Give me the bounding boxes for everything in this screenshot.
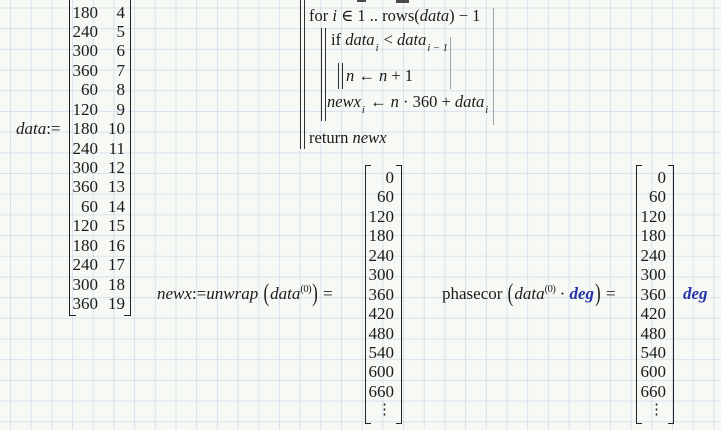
vector-value: 300 (640, 265, 666, 285)
matrix-value: 180 (72, 119, 98, 139)
matrix-row (66, 41, 125, 60)
vector-value: 180 (368, 226, 394, 246)
increment-statement (346, 66, 413, 86)
clipped-line-fragment (396, 0, 409, 3)
range-text: ∈ 1 .. rows (336, 6, 415, 25)
if-statement (331, 30, 449, 54)
matrix-index: 14 (108, 196, 125, 216)
return-keyword: return (309, 128, 353, 147)
matrix-value: 300 (72, 41, 98, 61)
matrix-row (66, 100, 125, 119)
matrix-value: 300 (72, 158, 98, 177)
unit-deg: deg (569, 284, 595, 303)
vector-value: 180 (640, 226, 666, 246)
vector-ellipsis: ⋮ (377, 402, 392, 419)
matrix-row (66, 236, 125, 255)
vector-value: 480 (640, 323, 666, 343)
loop-variable: i (332, 6, 337, 25)
clipped-line-fragment (357, 0, 366, 2)
vector-value: 240 (368, 245, 394, 265)
vector-value: 0 (657, 168, 666, 187)
vector-value: 60 (377, 187, 394, 207)
function-phasecor: phasecor (442, 284, 507, 303)
vector-value: 0 (385, 168, 394, 187)
equals-sign: = (323, 284, 333, 303)
matrix-row (66, 139, 125, 158)
matrix-row (66, 80, 125, 99)
matrix-index: 5 (116, 21, 125, 41)
matrix-value: 120 (72, 216, 98, 236)
matrix-row (66, 177, 125, 196)
multiply-dot: · (555, 284, 570, 303)
variable-n: n (346, 66, 355, 85)
matrix-index: 17 (108, 255, 125, 275)
variable-newx: newx (352, 128, 387, 147)
vector-value: 540 (368, 342, 394, 362)
open-paren: ( (507, 278, 514, 307)
matrix-index: 16 (108, 235, 125, 255)
for-statement (309, 6, 480, 26)
close-paren: ) (312, 278, 318, 307)
subscript-i: i (375, 43, 379, 54)
variable-n: n (390, 92, 399, 111)
matrix-index: 11 (108, 138, 125, 158)
column-superscript: (0) (300, 284, 312, 295)
matrix-value: 360 (72, 294, 98, 314)
matrix-row (66, 197, 125, 216)
vector-value: 540 (640, 342, 666, 362)
variable-data: data (419, 6, 450, 25)
variable-data: data (514, 284, 545, 303)
less-than-operator: < (379, 30, 398, 49)
vector-ellipsis: ⋮ (649, 402, 664, 419)
variable-newx: newx (327, 92, 361, 111)
if-keyword: if (331, 30, 346, 49)
matrix-index: 7 (116, 60, 125, 80)
for-body-bar (321, 28, 326, 121)
matrix-index: 10 (108, 119, 125, 139)
matrix-value: 60 (81, 196, 98, 216)
matrix-right-bracket (124, 0, 131, 316)
matrix-value: 60 (81, 80, 98, 100)
variable-data: data (345, 30, 375, 49)
matrix-index: 12 (108, 158, 125, 177)
subscript-i-minus-1: i − 1 (427, 43, 448, 54)
for-keyword: for (309, 6, 333, 25)
matrix-value: 300 (72, 274, 98, 294)
matrix-value: 360 (72, 60, 98, 80)
matrix-index: 4 (116, 2, 125, 22)
data-matrix-rows (66, 3, 125, 314)
matrix-row (66, 61, 125, 80)
vector-value: 360 (640, 284, 666, 304)
vector-value: 120 (368, 206, 394, 226)
times-360-plus: · 360 + (398, 92, 455, 111)
variable-n: n (379, 66, 388, 85)
matrix-index: 15 (108, 216, 125, 236)
matrix-value: 180 (72, 235, 98, 255)
matrix-value: 240 (72, 255, 98, 275)
vector-right-bracket (668, 165, 674, 424)
vector-value: 240 (640, 245, 666, 265)
matrix-row (66, 255, 125, 274)
equals-sign: = (605, 284, 616, 303)
column-superscript: (0) (544, 284, 556, 295)
variable-data: data (16, 119, 47, 138)
matrix-value: 240 (72, 138, 98, 158)
local-assign-arrow: ← (354, 66, 379, 85)
matrix-value: 360 (72, 177, 98, 197)
matrix-row (66, 294, 125, 313)
function-unwrap: unwrap (206, 284, 259, 303)
data-definition-label (16, 119, 61, 139)
range-tail: − 1 (454, 6, 481, 25)
variable-data: data (270, 284, 301, 303)
matrix-row (66, 119, 125, 138)
matrix-row (66, 158, 125, 177)
newx-assign-statement (327, 92, 489, 116)
result-unit-deg: deg (683, 284, 708, 303)
matrix-row (66, 275, 125, 294)
vector-value: 600 (368, 362, 394, 382)
matrix-row (66, 22, 125, 41)
vector-right-bracket (396, 165, 402, 424)
matrix-row (66, 216, 125, 235)
vector-value: 420 (640, 304, 666, 324)
vector-value: 60 (649, 187, 666, 207)
matrix-value: 120 (72, 99, 98, 119)
return-statement (309, 128, 386, 148)
matrix-index: 19 (108, 294, 125, 314)
variable-newx: newx (157, 284, 192, 303)
plus-one: + 1 (387, 66, 414, 85)
assign-operator: := (46, 119, 61, 138)
subscript-i: i (485, 105, 489, 116)
matrix-index: 13 (108, 177, 125, 197)
matrix-value: 180 (72, 2, 98, 22)
newx-vector-values (358, 168, 394, 421)
assign-operator: := (191, 284, 207, 303)
if-scope-line (450, 37, 451, 89)
open-paren: ( (414, 6, 420, 25)
matrix-row (66, 3, 125, 22)
phasecor-vector-values (630, 168, 666, 421)
matrix-index: 9 (116, 99, 125, 119)
vector-value: 480 (368, 323, 394, 343)
vector-value: 300 (368, 265, 394, 285)
matrix-index: 18 (108, 274, 125, 294)
close-paren: ) (595, 278, 601, 307)
vector-value: 600 (640, 362, 666, 382)
local-assign-arrow: ← (365, 92, 391, 111)
open-paren: ( (263, 278, 270, 307)
newx-expression (157, 278, 333, 307)
matrix-index: 6 (116, 41, 125, 61)
vector-value: 660 (640, 381, 666, 401)
vector-value: 360 (368, 284, 394, 304)
matrix-index: 8 (116, 80, 125, 100)
if-body-bar (338, 63, 343, 89)
variable-data: data (397, 30, 427, 49)
for-scope-line (493, 8, 494, 125)
vector-value: 120 (640, 206, 666, 226)
vector-value: 660 (368, 381, 394, 401)
vector-value: 420 (368, 304, 394, 324)
variable-data: data (454, 92, 485, 111)
matrix-value: 240 (72, 21, 98, 41)
subscript-i: i (361, 105, 365, 116)
close-paren: ) (449, 6, 455, 25)
program-outer-bar (300, 0, 305, 149)
phasecor-expression (442, 278, 616, 307)
